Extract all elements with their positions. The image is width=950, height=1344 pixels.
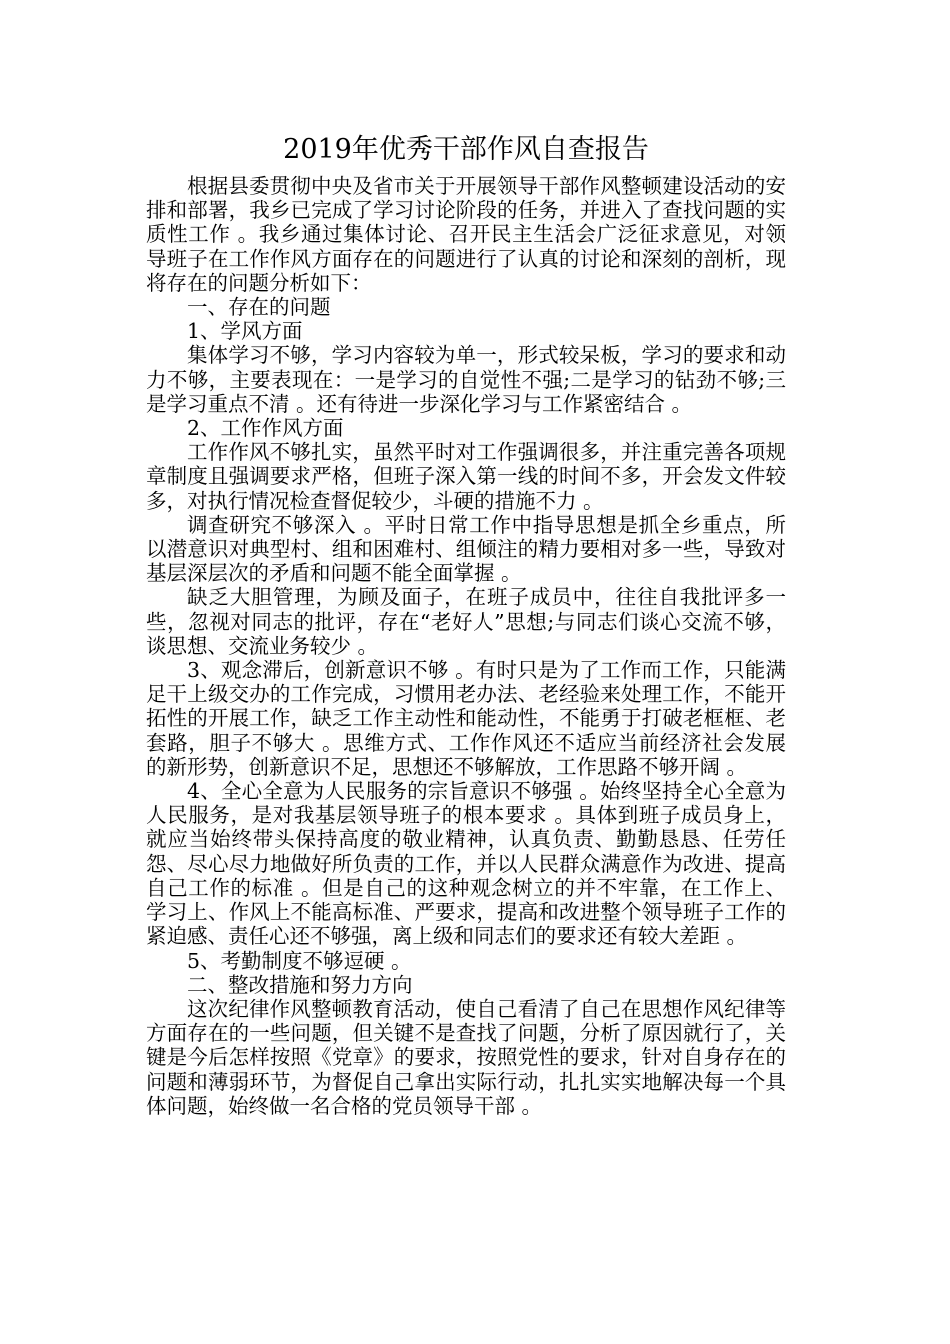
sub2-heading: 2、工作作风方面 (187, 416, 344, 441)
sub5-heading: 5、考勤制度不够逗硬 。 (187, 948, 412, 973)
document-page (146, 128, 786, 1118)
sub1-heading: 1、学风方面 (187, 319, 303, 344)
section2-heading: 二、整改措施和努力方向 (187, 972, 413, 997)
section1-heading: 一、存在的问题 (187, 295, 331, 320)
sub4-paragraph: 4、全心全意为人民服务的宗旨意识不够强 。始终坚持全心全意为人民服务，是对我基层领导班子的根本要求 。具体到班子成员身上，就应当始终带头保持高度的敬业精神，认真负责、勤勤恳恳、任劳任怨、尽心尽力地做好所负责的工作，并以人民群众满意作为改进、提高自己工作的标准 。但是自己的这种观念树立的并不牢靠，在工作上、学习上、作风上不能高标准、严要求，提高和改进整个领导班子工作的紧迫感、责任心还不够强，离上级和同志们的要求还有较大差距 。 (146, 779, 786, 949)
sub2-paragraph-3: 缺乏大胆管理，为顾及面子，在班子成员中，往往自我批评多一些，忽视对同志的批评，存在“老好人”思想;与同志们谈心交流不够，谈思想、交流业务较少 。 (146, 585, 786, 658)
document-title: 2019年优秀干部作风自查报告 (283, 134, 649, 165)
sub2-paragraph-2: 调查研究不够深入 。平时日常工作中指导思想是抓全乡重点，所以潜意识对典型村、组和困难村、组倾注的精力要相对多一些，导致对基层深层次的矛盾和问题不能全面掌握 。 (146, 512, 786, 586)
sub3-paragraph: 3、观念滞后，创新意识不够 。有时只是为了工作而工作，只能满足干上级交办的工作完成，习惯用老办法、老经验来处理工作，不能开拓性的开展工作，缺乏工作主动性和能动性，不能勇于打破老框框、老套路，胆子不够大 。思维方式、工作作风还不适应当前经济社会发展的新形势，创新意识不足，思想还不够解放，工作思路不够开阔 。 (146, 658, 786, 779)
section2-paragraph: 这次纪律作风整顿教育活动，使自己看清了自己在思想作风纪律等方面存在的一些问题，但关键不是查找了问题，分析了原因就行了，关键是今后怎样按照《党章》的要求，按照党性的要求，针对自身存在的问题和薄弱环节，为督促自己拿出实际行动，扎扎实实地解决每一个具体问题，始终做一名合格的党员领导干部 。 (146, 996, 786, 1118)
sub1-paragraph: 集体学习不够，学习内容较为单一，形式较呆板，学习的要求和动力不够，主要表现在：一是学习的自觉性不强;二是学习的钻劲不够;三是学习重点不清 。还有待进一步深化学习与工作紧密结合 。 (146, 343, 786, 416)
intro-paragraph: 根据县委贯彻中央及省市关于开展领导干部作风整顿建设活动的安排和部署，我乡已完成了学习讨论阶段的任务，并进入了查找问题的实质性工作 。我乡通过集体讨论、召开民主生活会广泛征求意见，对领导班子在工作作风方面存在的问题进行了认真的讨论和深刻的剖析，现将存在的问题分析如下： (146, 174, 786, 295)
sub2-paragraph-1: 工作作风不够扎实，虽然平时对工作强调很多，并注重完善各项规章制度且强调要求严格，但班子深入第一线的时间不多，开会发文件较多，对执行情况检查督促较少，斗硬的措施不力 。 (146, 440, 786, 513)
